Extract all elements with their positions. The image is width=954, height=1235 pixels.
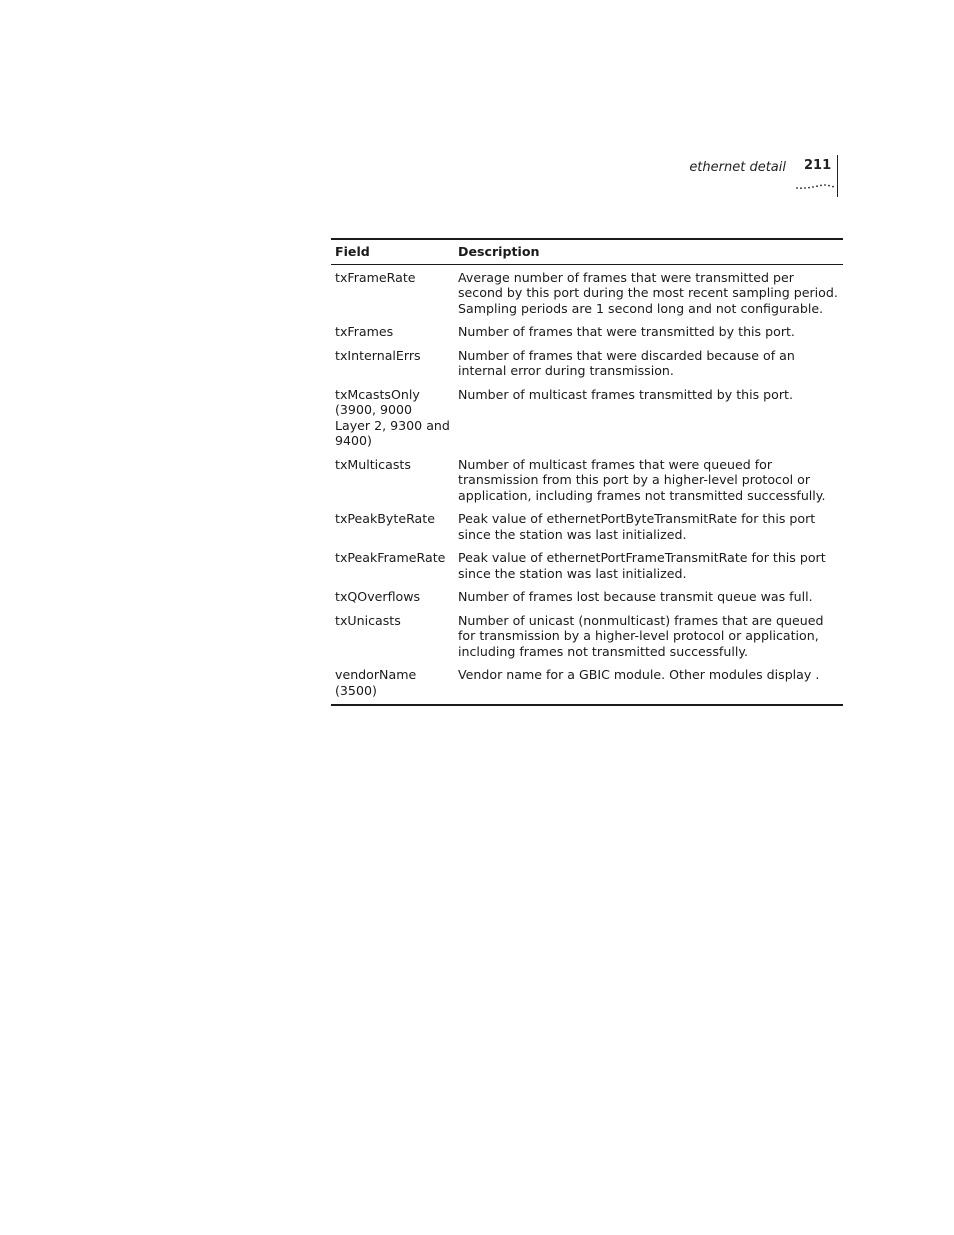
description-cell: Number of multicast frames transmitted by this port. xyxy=(458,386,793,402)
table-row xyxy=(331,613,843,668)
table-row xyxy=(331,667,843,705)
description-cell: Number of unicast (nonmulticast) frames that are queued for transmission by a higher-level protocol or application, including frames not transmitted successfully. xyxy=(458,612,824,659)
table-row xyxy=(331,387,843,457)
field-cell: vendorName (3500) xyxy=(335,667,417,698)
field-cell: txPeakByteRate xyxy=(335,511,435,526)
page-number: 211 xyxy=(804,158,832,173)
description-cell: Vendor name for a GBIC module. Other modules display . xyxy=(458,667,820,682)
table-row xyxy=(331,589,843,613)
column-header-field: Field xyxy=(335,244,370,259)
field-cell: txInternalErrs xyxy=(335,347,421,363)
table-row xyxy=(331,348,843,387)
table-row xyxy=(331,264,843,324)
description-cell: Number of frames that were transmitted by this port. xyxy=(458,324,795,339)
table-header-row xyxy=(331,239,843,264)
description-cell: Number of frames lost because transmit queue was full. xyxy=(458,589,813,604)
field-cell: txFrameRate xyxy=(335,269,416,285)
description-cell: Peak value of ethernetPortFrameTransmitRate for this port since the station was last initialized. xyxy=(458,550,826,581)
table-row xyxy=(331,457,843,512)
description-cell: Number of multicast frames that were queued for transmission from this port by a higher-level protocol or application, including frames not transmitted successfully. xyxy=(458,456,826,503)
table-row xyxy=(331,550,843,589)
field-cell: txQOverflows xyxy=(335,589,421,604)
description-cell: Number of frames that were discarded because of an internal error during transmission. xyxy=(458,347,795,378)
field-cell: txFrames xyxy=(335,324,394,339)
field-description-table xyxy=(331,238,843,706)
description-cell: Peak value of ethernetPortByteTransmitRate for this port since the station was last initialized. xyxy=(458,511,816,542)
table-row xyxy=(331,511,843,550)
column-header-description: Description xyxy=(458,244,540,259)
decorative-dots xyxy=(795,180,839,192)
field-cell: txMcastsOnly (3900, 9000 Layer 2, 9300 and 9400) xyxy=(335,386,450,448)
table-row xyxy=(331,324,843,348)
field-cell: txUnicasts xyxy=(335,612,401,628)
field-cell: txMulticasts xyxy=(335,456,411,472)
description-cell: Average number of frames that were transmitted per second by this port during the most recent sampling period. Sampling periods are 1 second long and not configurable. xyxy=(458,269,838,316)
running-header-title: ethernet detail xyxy=(689,160,786,175)
field-cell: txPeakFrameRate xyxy=(335,550,446,565)
